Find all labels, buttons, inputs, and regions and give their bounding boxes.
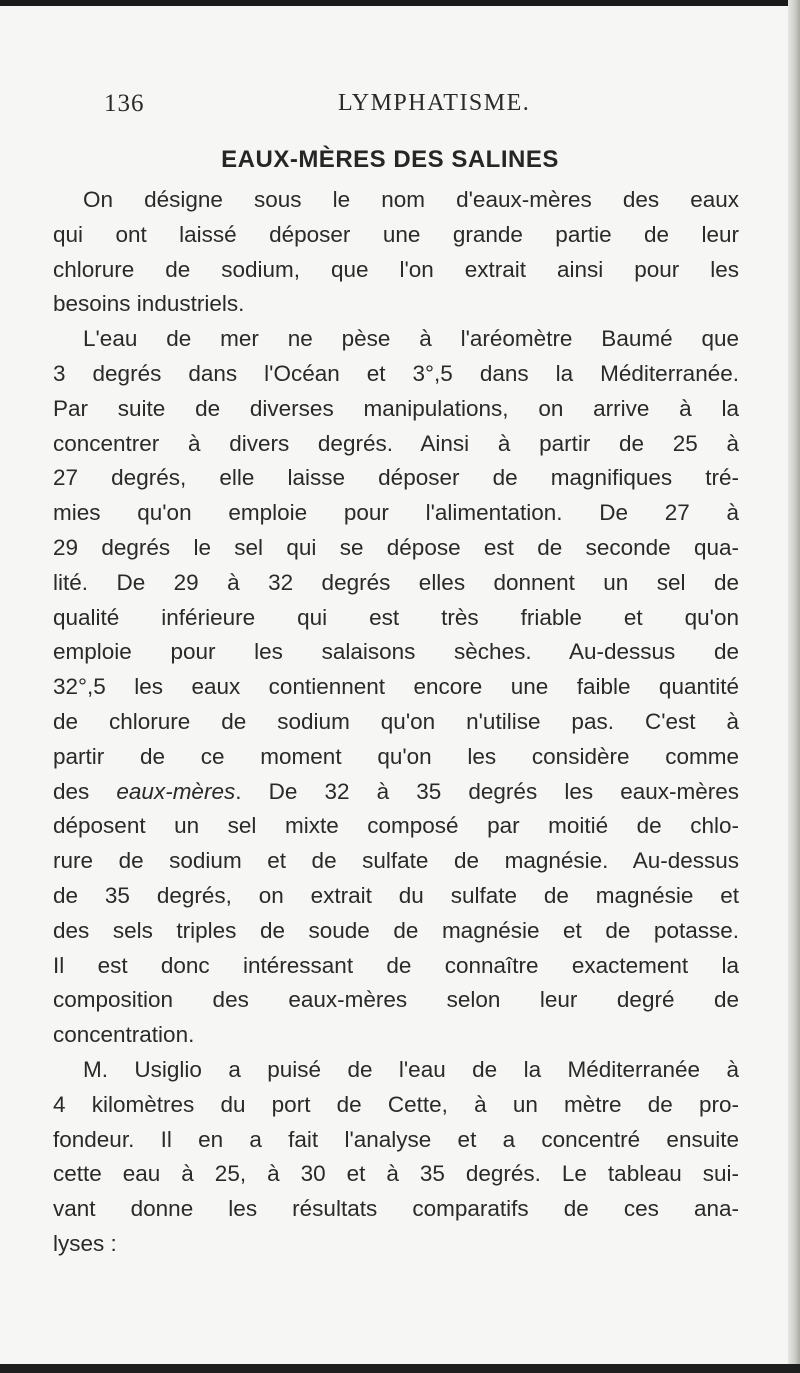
- text-line: chlorure de sodium, que l'on extrait ainsi pour les: [53, 256, 739, 282]
- text-line: composition des eaux-mères selon leur degré de: [53, 987, 739, 1013]
- text-line: besoins industriels.: [53, 291, 245, 317]
- text-line: lité. De 29 à 32 degrés elles donnent un sel de: [53, 569, 739, 595]
- section-title-text: EAUX-MÈRES DES SALINES: [221, 146, 559, 173]
- text-line: 29 degrés le sel qui se dépose est de seconde qua-: [53, 534, 739, 560]
- text-line: vant donne les résultats comparatifs de ces ana-: [53, 1196, 739, 1222]
- text-line: mies qu'on emploie pour l'alimentation. De 27 à: [53, 500, 739, 526]
- text-line: des sels triples de soude de magnésie et de potasse.: [53, 917, 739, 943]
- text-line: Il est donc intéressant de connaître exactement la: [53, 952, 739, 978]
- text-line: L'eau de mer ne pèse à l'aréomètre Baumé que: [83, 326, 739, 352]
- section-title: [0, 146, 800, 174]
- top-scan-border: [0, 0, 800, 6]
- text-line: emploie pour les salaisons sèches. Au-dessus de: [53, 639, 739, 665]
- italic-term: eaux-mères: [116, 778, 236, 804]
- text-line: 27 degrés, elle laisse déposer de magnifiques tré-: [53, 465, 739, 491]
- text-line: On désigne sous le nom d'eaux-mères des eaux: [83, 187, 739, 212]
- text-line: qui ont laissé déposer une grande partie de leur: [53, 221, 739, 247]
- text-line: déposent un sel mixte composé par moitié de chlo-: [53, 813, 739, 839]
- text-line: qualité inférieure qui est très friable et qu'on: [53, 604, 739, 630]
- text-line: fondeur. Il en a fait l'analyse et a concentré ensuite: [53, 1126, 739, 1152]
- page-number: 136: [104, 90, 145, 117]
- text-line: 32°,5 les eaux contiennent encore une faible quantité: [53, 674, 739, 700]
- text-line: cette eau à 25, à 30 et à 35 degrés. Le tableau sui-: [53, 1161, 739, 1187]
- text-line: 3 degrés dans l'Océan et 3°,5 dans la Méditerranée.: [53, 360, 739, 386]
- body-text: [53, 183, 739, 1262]
- text-line: partir de ce moment qu'on les considère comme: [53, 743, 739, 769]
- text-line: de chlorure de sodium qu'on n'utilise pas. C'est à: [53, 708, 739, 734]
- running-head: [104, 90, 704, 124]
- text-line: 4 kilomètres du port de Cette, à un mètre de pro-: [53, 1091, 739, 1117]
- text-line: concentration.: [53, 1022, 195, 1048]
- bottom-scan-border: [0, 1364, 800, 1373]
- text-line: Par suite de diverses manipulations, on arrive à la: [53, 395, 739, 421]
- text-line: des eaux-mères. De 32 à 35 degrés les eaux-mères: [53, 778, 739, 804]
- text-line: M. Usiglio a puisé de l'eau de la Méditerranée à: [83, 1056, 739, 1082]
- text-line: concentrer à divers degrés. Ainsi à partir de 25 à: [53, 430, 739, 456]
- running-title: LYMPHATISME.: [338, 90, 531, 116]
- text-line: de 35 degrés, on extrait du sulfate de magnésie et: [53, 882, 739, 908]
- page-edge-shadow: [788, 0, 800, 1373]
- text-line: lyses :: [53, 1230, 117, 1256]
- text-line: rure de sodium et de sulfate de magnésie. Au-dessus: [53, 848, 739, 874]
